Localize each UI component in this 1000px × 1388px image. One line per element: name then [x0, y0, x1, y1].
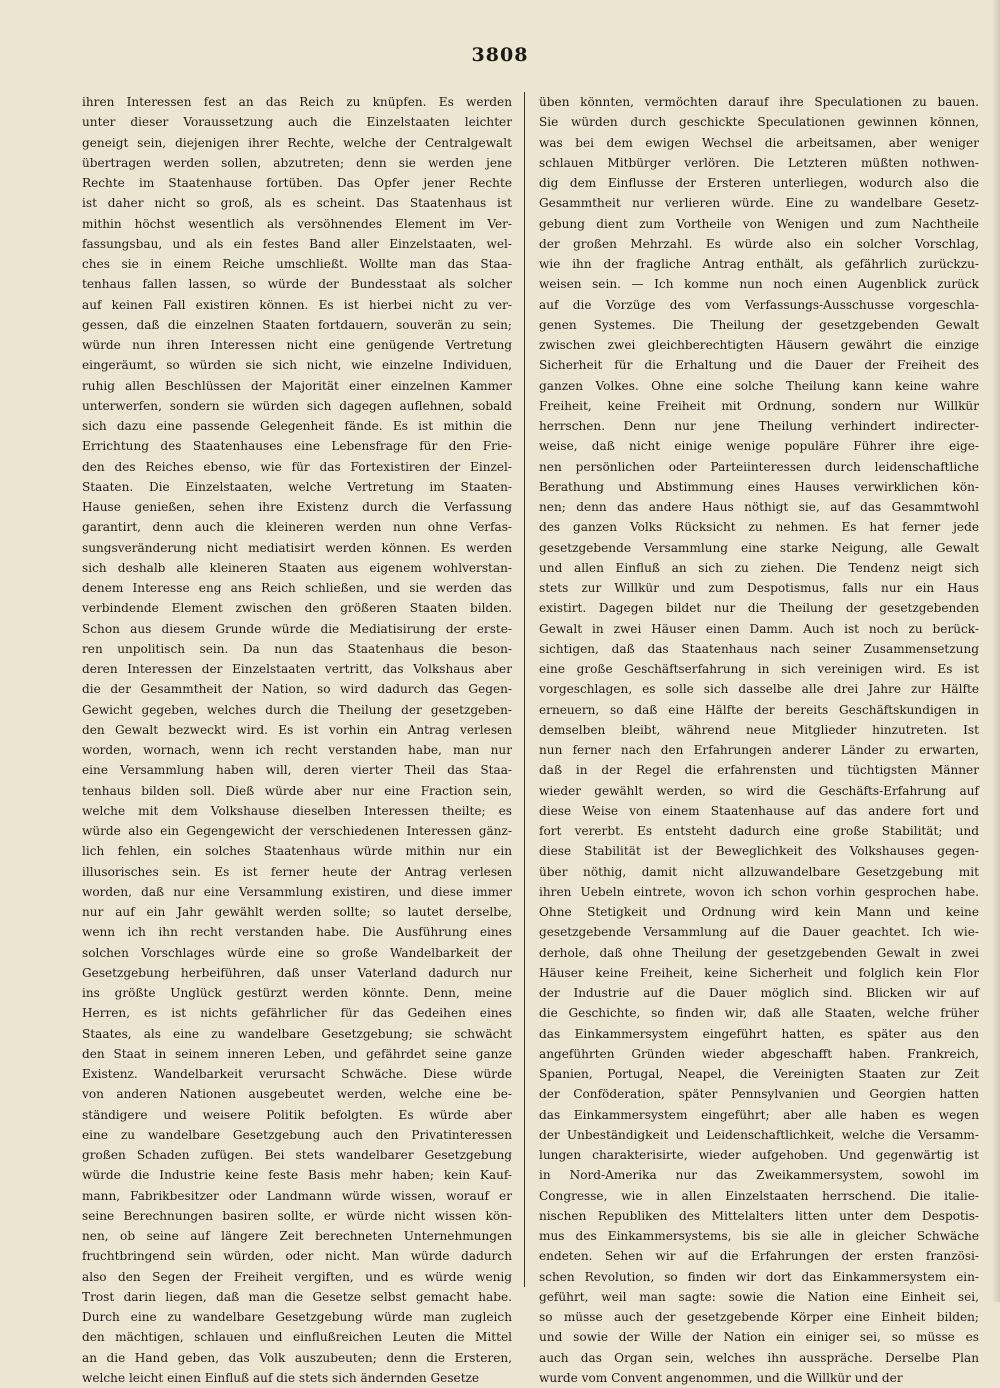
text-line: stets zur Willkür und zum Despotismus, falls nur ein Haus [539, 581, 979, 595]
text-line: so müsse auch der gesetzgebende Körper eine Einheit bilden; [539, 1310, 979, 1324]
text-line: demselben bleibt, während neue Mitglieder hinzutreten. Ist [539, 722, 979, 737]
text-line: existirt. Dagegen bildet nur die Theilung der gesetzgebenden [539, 601, 979, 616]
text-line: auch das Organ sein, welches ihn ausspräche. Derselbe Plan [539, 1350, 979, 1365]
text-line: das Einkammersystem eingeführt; aber alle haben es wegen [539, 1107, 979, 1122]
text-line: über nöthig, damit nicht allzuwandelbare Gesetzgebung mit [539, 864, 979, 879]
text-line: schen Revolution, so finden wir dort das Einkammersystem ein- [539, 1269, 979, 1284]
text-line: unter dieser Voraussetzung auch die Einzelstaaten leichter [82, 115, 512, 130]
text-line: sich deshalb alle kleineren Staaten aus eigenem wohlverstan- [82, 560, 512, 575]
text-line: und allen Einfluß an sich zu ziehen. Die Tendenz neigt sich [539, 560, 979, 575]
text-line: der Industrie auf die Dauer möglich sind. Blicken wir auf [539, 986, 979, 1000]
text-line: würde die Industrie keine feste Basis mehr haben; kein Kauf- [82, 1168, 512, 1183]
text-line: Trost darin liegen, daß man die Gesetze selbst gemacht habe. [82, 1289, 512, 1304]
text-line: Gewicht gegeben, welches durch die Theilung der gesetzgeben- [82, 702, 512, 717]
text-line: unterwerfen, sondern sie würden sich dagegen auflehnen, sobald [82, 398, 512, 413]
text-line: verbindende Element zwischen den größeren Staaten bilden. [82, 601, 512, 616]
text-line: herrschen. Denn nur jene Theilung verhindert indirecter- [539, 419, 979, 433]
text-line: Häuser keine Freiheit, keine Sicherheit und folglich kein Flor [539, 965, 979, 980]
text-line: seine Berechnungen basiren sollte, er würde nicht wissen kön- [82, 1208, 512, 1223]
text-line: nen persönlichen oder Parteiinteressen durch leidenschaftliche [539, 459, 979, 474]
text-line: die Geschichte, so finden wir, daß alle Staaten, welche früher [539, 1006, 979, 1021]
text-line: fort vererbt. Es entsteht dadurch eine große Stabilität; und [539, 824, 979, 838]
text-line: dig dem Einflusse der Ersteren unterliegen, wodurch also die [539, 176, 979, 190]
text-line: Congresse, wie in allen Einzelstaaten herrschend. Die italie- [539, 1188, 979, 1203]
text-line: deren Interessen der Einzelstaaten vertritt, das Volkshaus aber [82, 662, 512, 676]
text-line: fruchtbringend sein würden, oder nicht. Man würde dadurch [82, 1249, 512, 1264]
text-line: auf keinen Fall existiren können. Es ist hierbei nicht zu ver- [82, 297, 512, 312]
text-line: angeführten Gründen wieder abgeschafft haben. Frankreich, [539, 1046, 979, 1061]
text-line: mithin höchst wesentlich als versöhnendes Element im Ver- [82, 216, 512, 231]
text-line: der Conföderation, später Pennsylvanien und Georgien hatten [539, 1087, 979, 1102]
text-line: nur auf ein Jahr gewählt werden sollte; so lautet derselbe, [82, 905, 512, 919]
text-line: würde nun ihren Interessen nicht eine genügende Vertretung [82, 338, 512, 352]
text-line: tenhaus bilden soll. Dieß würde aber nur eine Fraction sein, [82, 783, 512, 798]
text-line: Freiheit, keine Freiheit mit Ordnung, sondern nur Willkür [539, 398, 979, 413]
text-line: nen, ob seine auf längere Zeit berechneten Unternehmungen [82, 1229, 512, 1243]
text-line: gesetzgebende Versammlung eine starke Neigung, alle Gewalt [539, 540, 979, 555]
text-line: ständigere und weisere Politik befolgten. Es würde aber [82, 1107, 512, 1122]
text-line: Sie würden durch geschickte Speculationen gewinnen können, [539, 115, 979, 130]
text-line: Berathung und Abstimmung eines Hauses verwirklichen kön- [539, 479, 979, 494]
text-line: der Unbeständigkeit und Leidenschaftlichkeit, welche die Versamm- [539, 1127, 979, 1142]
text-line: diese Weise von einem Staatenhause auf das andere fort und [539, 803, 979, 818]
text-line: endeten. Sehen wir auf die Erfahrungen der ersten französi- [539, 1249, 979, 1264]
page-number: 3808 [471, 44, 529, 66]
text-line: eine zu wandelbare Gesetzgebung auch den Privatinteressen [82, 1127, 512, 1142]
text-line: Gesetzgebung herbeiführen, daß unser Vaterland dadurch nur [82, 965, 512, 980]
text-line: ins größte Unglück gestürzt werden könnte. Denn, meine [82, 986, 512, 1000]
text-line: Herren, es ist nichts gefährlicher für das Gedeihen eines [82, 1006, 512, 1021]
text-line: Hause genießen, sehen ihre Existenz durch die Verfassung [82, 500, 512, 514]
text-line: ihren Uebeln eintrete, wovon ich schon vorhin gesprochen habe. [539, 884, 979, 899]
text-line: von anderen Nationen ausgebeutet werden, welche eine be- [82, 1087, 512, 1102]
text-line: garantirt, denn auch die kleineren werden nun ohne Verfas- [82, 520, 512, 535]
text-line: eine Versammlung haben will, deren vierter Theil das Staa- [82, 763, 512, 778]
right-column [539, 92, 979, 1385]
text-line: Existenz. Wandelbarkeit verursacht Schwäche. Diese würde [82, 1067, 512, 1081]
text-line: fassungsbau, und als ein festes Band aller Einzelstaaten, wel- [82, 236, 512, 251]
text-line: den mächtigen, schlauen und einflußreichen Leuten die Mittel [82, 1330, 512, 1345]
text-line: geneigt sein, diejenigen ihrer Rechte, welche der Centralgewalt [82, 135, 512, 150]
text-line: auf die Vorzüge des vom Verfassungs-Ausschusse vorgeschla- [539, 297, 979, 312]
text-line: welche leicht einen Einfluß auf die stets sich ändernden Gesetze [82, 1370, 480, 1385]
text-line: schlauen Mitbürger verlören. Die Letzteren müßten nothwen- [539, 155, 979, 170]
text-line: tenhaus fallen lassen, so würde der Bundesstaat als solcher [82, 277, 512, 292]
text-line: Gewalt in zwei Häuser einen Damm. Auch ist noch zu berück- [539, 621, 979, 636]
text-line: wenn ich ihn recht verstanden habe. Die Ausführung eines [82, 925, 512, 940]
left-column [82, 92, 512, 1385]
text-line: sich dazu eine passende Gelegenheit fände. Es ist mithin die [82, 419, 512, 433]
text-line: sichtigen, daß das Staatenhaus nach seiner Zusammensetzung [539, 641, 979, 656]
text-line: ruhig allen Beschlüssen der Majorität einer einzelnen Kammer [82, 378, 512, 393]
text-line: vorgeschlagen, es solle sich dasselbe alle drei Jahre zur Hälfte [539, 682, 979, 697]
text-line: des ganzen Volks Rücksicht zu nehmen. Es hat ferner jede [539, 520, 979, 535]
text-line: Schon aus diesem Grunde würde die Mediatisirung der erste- [82, 621, 512, 636]
text-line: genen Systemes. Die Theilung der gesetzgebenden Gewalt [539, 317, 979, 332]
text-line: an die Hand geben, das Volk auszubeuten; denn die Ersteren, [82, 1350, 512, 1365]
text-line: mus des Einkammersystems, bis sie alle in gleicher Schwäche [539, 1229, 979, 1243]
text-line: wurde vom Convent angenommen, und die Willkür und der [539, 1370, 903, 1385]
page-edge-shadow [992, 0, 1000, 1302]
text-line: in Nord-Amerika nur das Zweikammersystem, sowohl im [539, 1168, 979, 1183]
text-line: nun ferner nach den Erfahrungen anderer Länder zu erwarten, [539, 743, 979, 757]
text-line: weise, daß nicht einige wenige populäre Führer ihre eige- [539, 439, 979, 454]
text-line: den des Reiches ebenso, wie für das Fortexistiren der Einzel- [82, 459, 512, 474]
text-line: die der Gesammtheit der Nation, so wird dadurch das Gegen- [82, 682, 512, 697]
text-line: wieder gewählt werden, so wird die Geschäfts-Erfahrung auf [539, 783, 979, 798]
text-line: eine große Geschäftserfahrung in sich vereinigen wird. Es ist [539, 662, 979, 676]
text-line: diese Stabilität ist der Beweglichkeit des Volkshauses gegen- [539, 844, 979, 859]
column-divider [524, 92, 525, 1287]
text-line: Staaten. Die Einzelstaaten, welche Vertretung im Staaten- [82, 479, 512, 494]
text-line: mann, Fabrikbesitzer oder Landmann würde wissen, worauf er [82, 1188, 512, 1203]
text-line: erneuern, so daß eine Hälfte der bereits Geschäftskundigen in [539, 702, 979, 717]
text-line: lich fehlen, ein solches Staatenhaus würde mithin nur ein [82, 844, 512, 859]
text-line: ganzen Volkes. Ohne eine solche Theilung kann keine wahre [539, 378, 979, 393]
text-line: worden, daß nur eine Versammlung existiren, und diese immer [82, 884, 512, 899]
text-line: derhole, daß ohne Theilung der gesetzgebenden Gewalt in zwei [539, 945, 979, 960]
text-line: ches sie in einem Reiche umschließt. Wollte man das Staa- [82, 257, 512, 271]
text-line: lungen charakterisirte, wieder aufgehoben. Und gegenwärtig ist [539, 1148, 979, 1162]
text-line: sungsveränderung nicht mediatisirt werden können. Es werden [82, 540, 512, 555]
text-line: denem Interesse eng ans Reich schließen, und sie werden das [82, 581, 512, 595]
text-line: würde also ein Gegengewicht der verschiedenen Interessen gänz- [82, 824, 512, 838]
text-line: Spanien, Portugal, Neapel, die Vereinigten Staaten zur Zeit [539, 1067, 979, 1081]
text-line: worden, wornach, wenn ich recht verstanden habe, man nur [82, 743, 512, 757]
text-line: Staates, als eine zu wandelbare Gesetzgebung; sie schwächt [82, 1026, 512, 1041]
text-line: was bei dem ewigen Wechsel die arbeitsamen, aber weniger [539, 135, 979, 150]
text-line: Durch eine zu wandelbare Gesetzgebung würde man zugleich [82, 1310, 512, 1324]
text-line: daß in der Regel die erfahrensten und tüchtigsten Männer [539, 763, 979, 778]
text-line: das Einkammersystem eingeführt hatten, es später aus den [539, 1026, 979, 1041]
text-line: ren unpolitisch sein. Da nun das Staatenhaus die beson- [82, 641, 512, 656]
text-line: zwischen zwei gleichberechtigten Häusern gewährt die einzige [539, 338, 979, 352]
text-line: Sicherheit für die Erhaltung und die Dauer der Freiheit des [539, 358, 979, 373]
text-line: der großen Mehrzahl. Es würde also ein solcher Vorschlag, [539, 236, 979, 251]
text-line: wie ihn der fragliche Antrag enthält, als gefährlich zurückzu- [539, 257, 979, 271]
text-line: und sowie der Wille der Nation ein einiger sei, so müsse es [539, 1330, 979, 1345]
text-line: großen Schaden zufügen. Bei stets wandelbarer Gesetzgebung [82, 1148, 512, 1162]
text-line: gessen, daß die einzelnen Staaten fortdauern, souverän zu sein; [82, 317, 512, 332]
text-line: ihren Interessen fest an das Reich zu knüpfen. Es werden [82, 95, 512, 109]
text-line: üben könnten, vermöchten darauf ihre Speculationen zu bauen. [539, 95, 979, 109]
text-line: nen; denn das andere Haus nöthigt sie, auf das Gesammtwohl [539, 500, 979, 514]
text-line: den Gewalt bezweckt wird. Es ist vorhin ein Antrag verlesen [82, 722, 512, 737]
text-line: weisen sein. — Ich komme nun noch einen Augenblick zurück [539, 277, 979, 292]
text-line: eingeräumt, so würden sie sich nicht, wie einzelne Individuen, [82, 358, 512, 373]
text-line: geführt, weil man sagte: sowie die Nation eine Einheit sei, [539, 1289, 979, 1304]
text-line: übertragen werden sollen, abzutreten; denn sie werden jene [82, 155, 512, 170]
text-line: gesetzgebende Versammlung auf die Dauer geachtet. Ich wie- [539, 925, 979, 940]
text-line: Ohne Stetigkeit und Ordnung wird kein Mann und keine [539, 905, 979, 919]
text-line: welche mit dem Volkshause dieselben Interessen theilte; es [82, 803, 512, 818]
text-line: ist daher nicht so groß, als es scheint. Das Staatenhaus ist [82, 196, 512, 211]
text-line: solchen Vorschlages würde eine so große Wandelbarkeit der [82, 945, 512, 960]
text-line: den Staat in seinem inneren Leben, und gefährdet seine ganze [82, 1046, 512, 1061]
text-line: illusorisches sein. Es ist ferner heute der Antrag verlesen [82, 864, 512, 879]
text-line: Errichtung des Staatenhauses eine Lebensfrage für den Frie- [82, 439, 512, 454]
text-line: nischen Republiken des Mittelalters litten unter dem Despotis- [539, 1208, 979, 1223]
text-line: gebung dient zum Vortheile von Wenigen und zum Nachtheile [539, 216, 979, 231]
text-line: Gesammtheit nur verlieren würde. Eine zu wandelbare Gesetz- [539, 196, 979, 211]
text-line: also den Segen der Freiheit vergiften, und es würde wenig [82, 1269, 512, 1284]
text-line: Rechte im Staatenhause fortüben. Das Opfer jener Rechte [82, 176, 512, 190]
